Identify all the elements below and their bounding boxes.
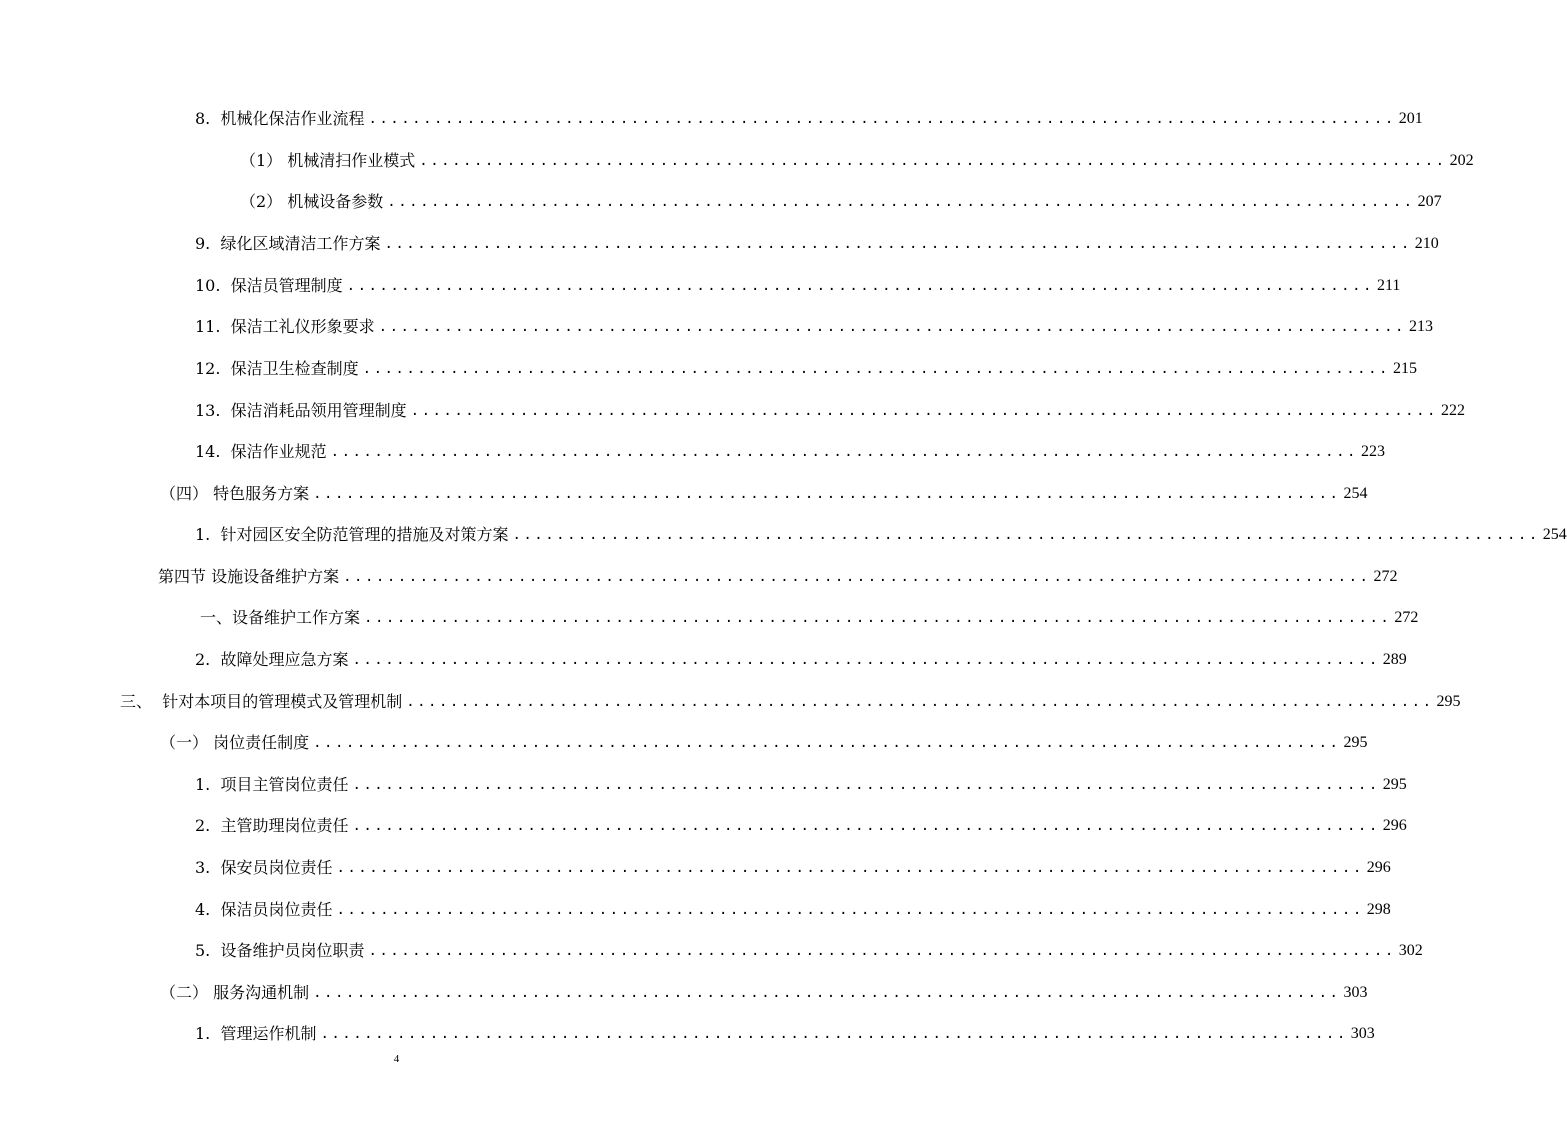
toc-entry-spacer: [220, 401, 230, 421]
toc-entry-page: 213: [1408, 318, 1433, 335]
toc-entry-leader: ..............................................................................................: [368, 943, 1396, 959]
toc-entry-number: 12.: [195, 359, 221, 378]
toc-entry-spacer: [210, 650, 220, 670]
toc-entry-page: 223: [1360, 443, 1385, 460]
toc-entry-leader: ..............................................................................................: [336, 860, 1364, 876]
toc-entry[interactable]: [195, 355, 1417, 379]
toc-entry-leader: ..............................................................................................: [352, 777, 1380, 793]
toc-entry-spacer: [210, 1024, 220, 1044]
toc-entry-number: 14.: [195, 442, 221, 461]
toc-entry[interactable]: [195, 771, 1407, 795]
toc-entry[interactable]: [160, 729, 1368, 753]
toc-entry-leader: ..............................................................................................: [352, 818, 1380, 834]
toc-entry-title: 管理运作机制: [220, 1024, 317, 1043]
toc-entry-number: 8.: [195, 109, 211, 128]
toc-entry-number: 9.: [195, 234, 211, 253]
toc-entry-page: 295: [1343, 734, 1368, 751]
toc-entry-leader: ..............................................................................................: [419, 153, 1447, 169]
toc-entry-title: 设备维护工作方案: [232, 608, 361, 627]
page-number: 4: [393, 1053, 400, 1065]
toc-entry-leader: ..............................................................................................: [320, 1026, 1348, 1042]
toc-entry-page: 254: [1343, 485, 1368, 502]
toc-entry-page: 298: [1366, 901, 1391, 918]
toc-entry-title: 故障处理应急方案: [220, 650, 349, 669]
toc-entry-title: 绿化区域清洁工作方案: [220, 234, 381, 253]
toc-entry-leader: ..............................................................................................: [378, 319, 1406, 335]
toc-entry-page: 289: [1382, 651, 1407, 668]
toc-entry-number: 一、: [200, 608, 233, 627]
toc-entry-number: 11.: [195, 317, 221, 336]
toc-entry-leader: ..............................................................................................: [313, 486, 1341, 502]
toc-entry-number: 三、: [120, 692, 153, 711]
toc-entry-number: 2.: [195, 816, 211, 835]
toc-entry-leader: ..............................................................................................: [352, 652, 1380, 668]
toc-entry-title: 机械化保洁作业流程: [220, 109, 365, 128]
toc-entry[interactable]: [195, 105, 1423, 129]
toc-entry[interactable]: [160, 979, 1368, 1003]
toc-entry[interactable]: [160, 480, 1368, 504]
toc-entry[interactable]: [195, 397, 1465, 421]
toc-entry[interactable]: [195, 521, 1567, 545]
toc-entry-leader: ..............................................................................................: [362, 361, 1390, 377]
toc-entry-page: 303: [1343, 984, 1368, 1001]
toc-entry-title: 特色服务方案: [213, 484, 310, 503]
toc-entry-page: 302: [1398, 942, 1423, 959]
toc-entry-leader: ..............................................................................................: [330, 444, 1358, 460]
toc-entry-leader: ..............................................................................................: [512, 527, 1540, 543]
toc-entry-page: 215: [1392, 360, 1417, 377]
toc-entry-spacer: [220, 317, 230, 337]
toc-entry-leader: ..............................................................................................: [387, 194, 1415, 210]
toc-entry-spacer: [210, 109, 220, 129]
toc-entry[interactable]: [195, 1020, 1375, 1044]
toc-entry[interactable]: [120, 688, 1461, 712]
toc-entry-page: 295: [1436, 693, 1461, 710]
toc-entry-title: 项目主管岗位责任: [220, 775, 349, 794]
toc-entry[interactable]: [195, 230, 1439, 254]
toc-entry-title: 岗位责任制度: [213, 733, 310, 752]
toc-entry-page: 254: [1542, 526, 1567, 543]
toc-entry-number: 1.: [195, 1024, 211, 1043]
toc-entry-title: 保安员岗位责任: [220, 858, 333, 877]
toc-entry[interactable]: [195, 646, 1407, 670]
toc-entry-leader: ..............................................................................................: [343, 569, 1371, 585]
toc-entry-title: 机械设备参数: [287, 192, 384, 211]
toc-entry-number: 2.: [195, 650, 211, 669]
toc-entry-page: 207: [1417, 193, 1442, 210]
toc-entry-number: 13.: [195, 401, 221, 420]
toc-entry-page: 272: [1373, 568, 1398, 585]
toc-entry-leader: ..............................................................................................: [406, 694, 1434, 710]
toc-entry-page: 202: [1449, 152, 1474, 169]
toc-entry[interactable]: [240, 147, 1474, 171]
toc-entry[interactable]: [195, 438, 1385, 462]
toc-entry-spacer: [210, 525, 220, 545]
toc-entry[interactable]: [158, 563, 1398, 587]
toc-entry-leader: ..............................................................................................: [384, 236, 1412, 252]
toc-entry-number: 5.: [195, 941, 211, 960]
toc-entry-title: 保洁员管理制度: [230, 276, 343, 295]
toc-entry-spacer: [210, 858, 220, 878]
toc-entry-title: 保洁消耗品领用管理制度: [230, 401, 407, 420]
toc-entry-number: （1）: [240, 151, 283, 170]
toc-entry-title: 设备维护员岗位职责: [220, 941, 365, 960]
toc-entry-number: 4.: [195, 900, 211, 919]
toc-entry-number: 第四节: [158, 567, 207, 586]
toc-entry-spacer: [210, 775, 220, 795]
toc-entry-page: 295: [1382, 776, 1407, 793]
toc-entry-page: 296: [1382, 817, 1407, 834]
toc-entry-page: 296: [1366, 859, 1391, 876]
toc-entry-page: 210: [1414, 235, 1439, 252]
toc-entry-number: 10.: [195, 276, 221, 295]
toc-entry-spacer: [220, 276, 230, 296]
toc-entry-page: 211: [1376, 277, 1401, 294]
toc-entry-title: 保洁卫生检查制度: [230, 359, 359, 378]
toc-entry-number: 1.: [195, 525, 211, 544]
toc-entry[interactable]: [195, 937, 1423, 961]
toc-entry[interactable]: [240, 188, 1442, 212]
toc-entry-number: （四）: [160, 484, 209, 503]
toc-entry-number: 3.: [195, 858, 211, 877]
toc-entry-spacer: [210, 900, 220, 920]
toc-entry-title: 主管助理岗位责任: [220, 816, 349, 835]
toc-entry-spacer: [220, 442, 230, 462]
toc-entry-title: 设施设备维护方案: [211, 567, 340, 586]
toc-entry-page: 272: [1394, 609, 1419, 626]
toc-entry[interactable]: [195, 812, 1407, 836]
toc-entry-number: （2）: [240, 192, 283, 211]
toc-entry-spacer: [210, 234, 220, 254]
toc-entry-title: 保洁作业规范: [230, 442, 327, 461]
toc-entry-page: 303: [1350, 1025, 1375, 1042]
toc-entry-title: 保洁员岗位责任: [220, 900, 333, 919]
toc-entry-leader: ..............................................................................................: [336, 902, 1364, 918]
toc-entry[interactable]: [195, 854, 1391, 878]
toc-entry-number: （一）: [160, 733, 209, 752]
toc-entry-leader: ..............................................................................................: [364, 610, 1392, 626]
toc-entry-spacer: [210, 816, 220, 836]
toc-entry-number: （二）: [160, 983, 209, 1002]
toc-entry-leader: ..............................................................................................: [313, 985, 1341, 1001]
toc-entry-spacer: [152, 692, 162, 712]
toc-entry-title: 机械清扫作业模式: [287, 151, 416, 170]
toc-entry-leader: ..............................................................................................: [346, 278, 1374, 294]
toc-entry[interactable]: [195, 313, 1433, 337]
toc-entry[interactable]: [200, 604, 1419, 628]
toc-entry-number: 1.: [195, 775, 211, 794]
toc-entry-title: 针对本项目的管理模式及管理机制: [162, 692, 403, 711]
toc-entry-leader: ..............................................................................................: [410, 403, 1438, 419]
toc-entry-title: 服务沟通机制: [213, 983, 310, 1002]
toc-entry[interactable]: [195, 896, 1391, 920]
toc-entry-title: 针对园区安全防范管理的措施及对策方案: [220, 525, 509, 544]
toc-entry[interactable]: [195, 272, 1401, 296]
toc-entry-leader: ..............................................................................................: [313, 735, 1341, 751]
toc-entry-page: 222: [1440, 402, 1465, 419]
toc-entry-spacer: [220, 359, 230, 379]
toc-entry-title: 保洁工礼仪形象要求: [230, 317, 375, 336]
toc-entry-leader: ..............................................................................................: [368, 111, 1396, 127]
toc-entry-spacer: [210, 941, 220, 961]
toc-entry-page: 201: [1398, 110, 1423, 127]
